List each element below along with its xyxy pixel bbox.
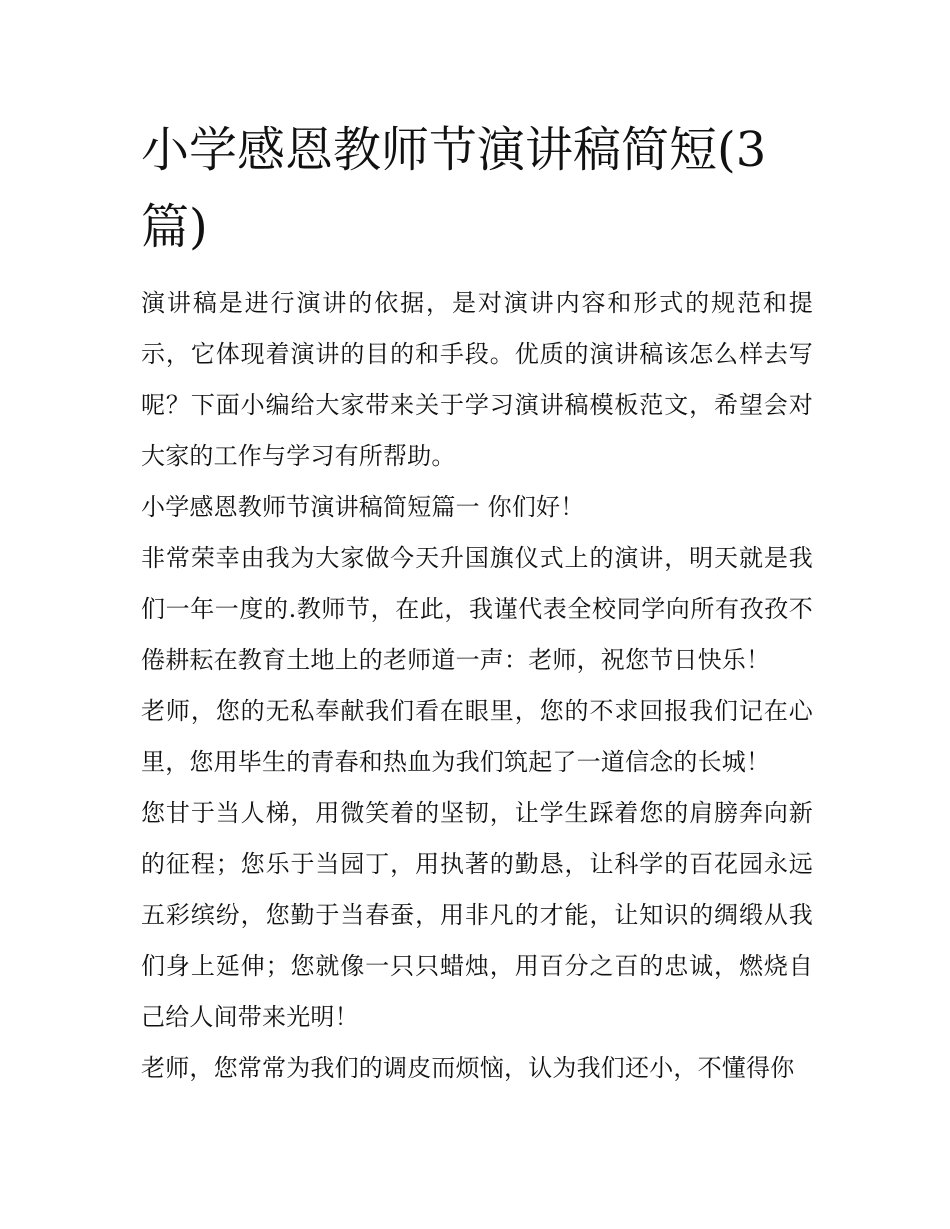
paragraph-intro: 演讲稿是进行演讲的依据，是对演讲内容和形式的规范和提示，它体现着演讲的目的和手段。优质的演讲稿该怎么样去写呢？下面小编给大家带来关于学习演讲稿模板范文，希望会对大家的工作与学习有所帮助。 (141, 289, 813, 470)
document-title: 小学感恩教师节演讲稿简短(3篇) (141, 122, 767, 255)
paragraph-continuation: 老师，您常常为我们的调皮而烦恼，认为我们还小，不懂得你 (141, 1054, 795, 1082)
paragraph-dedication: 老师，您的无私奉献我们看在眼里，您的不求回报我们记在心里，您用毕生的青春和热血为我们筑起了一道信念的长城！ (141, 697, 813, 776)
paragraph-section-heading: 小学感恩教师节演讲稿简短篇一 你们好！ (141, 493, 585, 521)
paragraph-opening: 非常荣幸由我为大家做今天升国旗仪式上的演讲，明天就是我们一年一度的.教师节，在此，我谨代表全校同学向所有孜孜不倦耕耘在教育土地上的老师道一声：老师，祝您节日快乐！ (141, 544, 813, 674)
paragraph-praise: 您甘于当人梯，用微笑着的坚韧，让学生踩着您的肩膀奔向新的征程；您乐于当园丁，用执著的勤恳，让科学的百花园永远五彩缤纷，您勤于当春蚕，用非凡的才能，让知识的绸缎从我们身上延伸；您就像一只只蜡烛，用百分之百的忠诚，燃烧自己给人间带来光明！ (141, 799, 813, 1031)
document-body (141, 112, 813, 1094)
